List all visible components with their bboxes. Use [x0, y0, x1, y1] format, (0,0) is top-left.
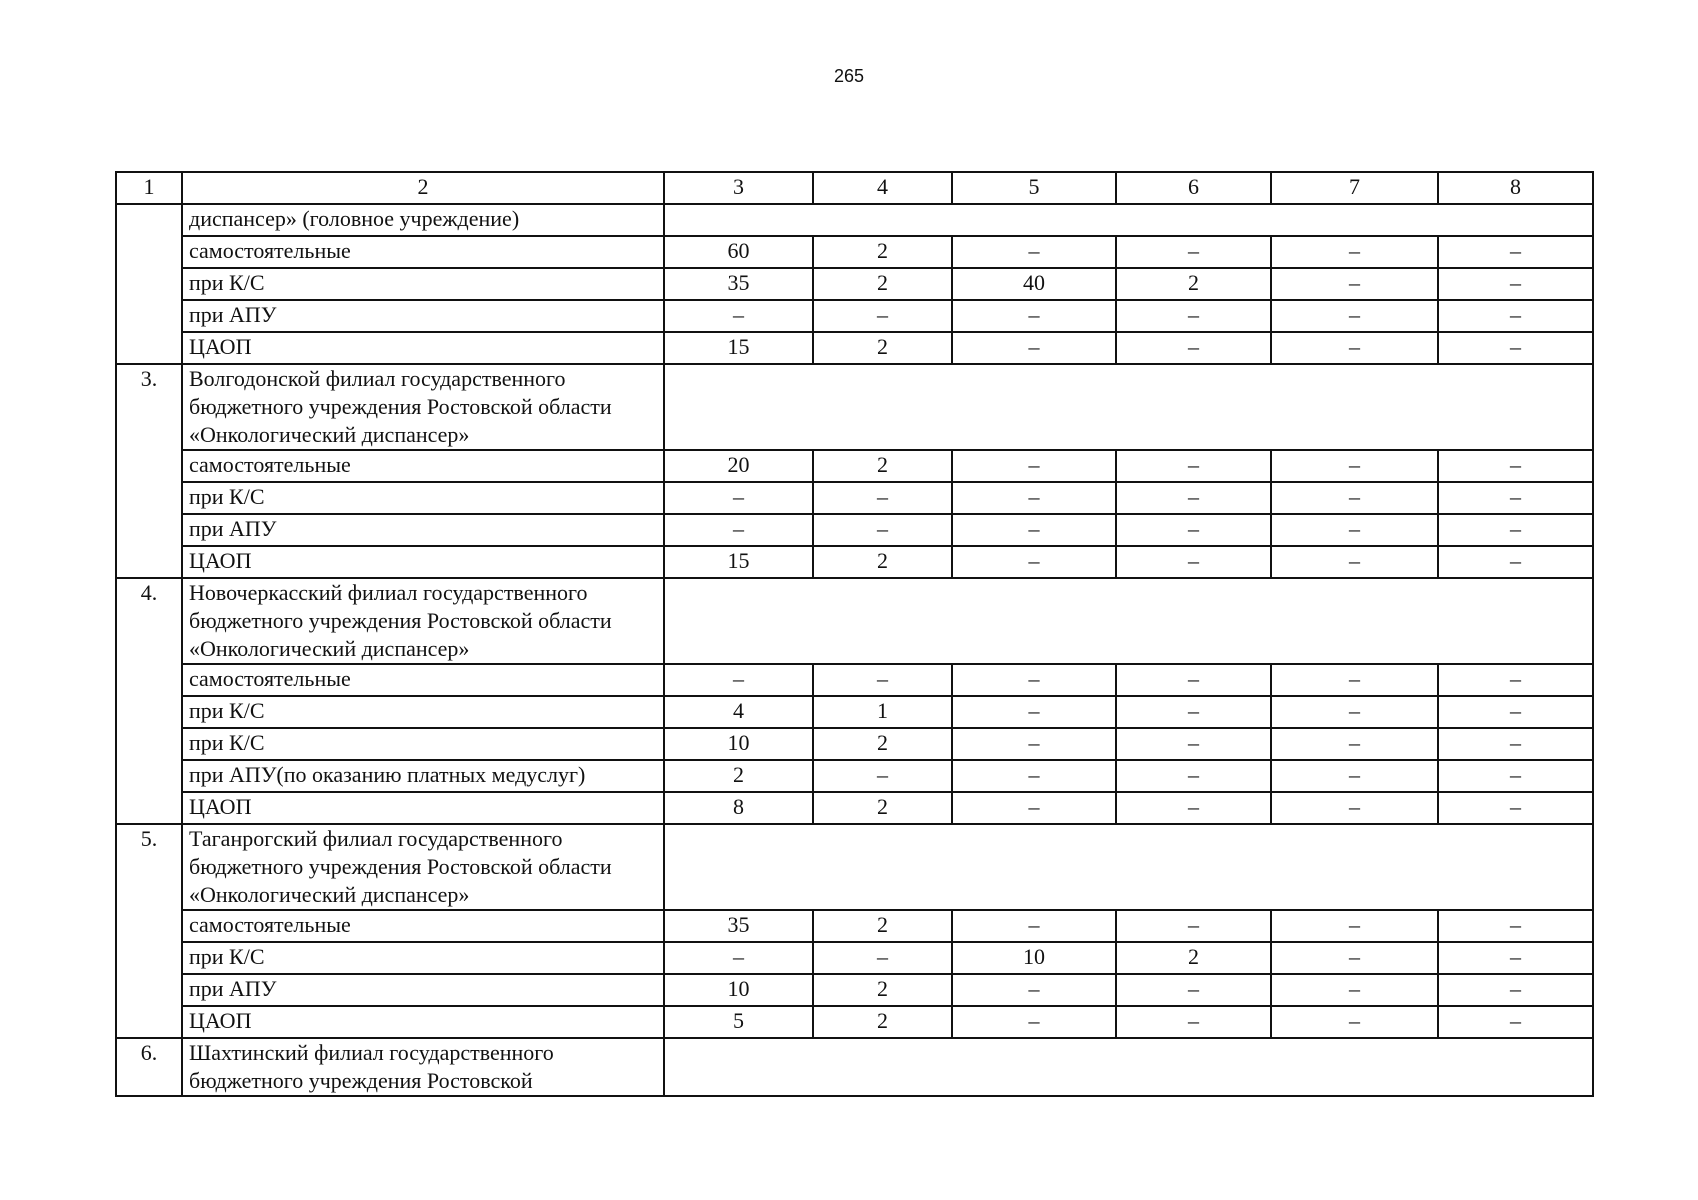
- institution-name: диспансер» (головное учреждение): [182, 204, 664, 236]
- value-cell: –: [1116, 450, 1271, 482]
- row-label: при К/С: [182, 268, 664, 300]
- value-cell: 40: [952, 268, 1116, 300]
- table-row: [116, 974, 1593, 1006]
- section-title-row: [116, 364, 1593, 450]
- value-cell: –: [1271, 514, 1438, 546]
- row-label: при К/С: [182, 482, 664, 514]
- value-cell: –: [1271, 236, 1438, 268]
- row-label: самостоятельные: [182, 236, 664, 268]
- value-cell: –: [1438, 974, 1593, 1006]
- column-header: 4: [813, 172, 952, 204]
- value-cell: –: [1271, 792, 1438, 824]
- column-header: 2: [182, 172, 664, 204]
- value-cell: –: [1271, 910, 1438, 942]
- row-label: ЦАОП: [182, 1006, 664, 1038]
- value-cell: 8: [664, 792, 813, 824]
- value-cell: 2: [813, 332, 952, 364]
- value-cell: –: [1271, 450, 1438, 482]
- row-label: при АПУ: [182, 514, 664, 546]
- value-cell: –: [1271, 332, 1438, 364]
- value-cell: –: [952, 482, 1116, 514]
- table-row: [116, 236, 1593, 268]
- value-cell: –: [1438, 664, 1593, 696]
- value-cell: –: [1116, 974, 1271, 1006]
- value-cell: –: [813, 514, 952, 546]
- column-header: 1: [116, 172, 182, 204]
- page-number: 265: [833, 66, 865, 86]
- value-cell: 10: [664, 728, 813, 760]
- value-cell: 1: [813, 696, 952, 728]
- value-cell: –: [1271, 696, 1438, 728]
- value-cell: –: [1438, 450, 1593, 482]
- table-row: [116, 514, 1593, 546]
- value-cell: –: [952, 664, 1116, 696]
- row-label: самостоятельные: [182, 450, 664, 482]
- value-cell: –: [1116, 760, 1271, 792]
- value-cell: –: [1438, 1006, 1593, 1038]
- value-cell: 15: [664, 546, 813, 578]
- value-cell: –: [664, 300, 813, 332]
- value-cell: –: [1271, 1006, 1438, 1038]
- value-cell: –: [1116, 332, 1271, 364]
- value-cell: –: [952, 236, 1116, 268]
- table-row: [116, 910, 1593, 942]
- value-cell: 2: [813, 236, 952, 268]
- table-row: [116, 728, 1593, 760]
- row-label: ЦАОП: [182, 332, 664, 364]
- value-cell: 2: [1116, 268, 1271, 300]
- row-label: ЦАОП: [182, 546, 664, 578]
- row-label: ЦАОП: [182, 792, 664, 824]
- value-cell: 4: [664, 696, 813, 728]
- row-index: 5.: [116, 824, 182, 1038]
- value-cell: –: [1116, 728, 1271, 760]
- value-cell: 2: [813, 1006, 952, 1038]
- value-cell: –: [952, 760, 1116, 792]
- value-cell: –: [1438, 546, 1593, 578]
- value-cell: –: [1271, 942, 1438, 974]
- institution-name: Новочеркасский филиал государственного бюджетного учреждения Ростовской области «Онкологический диспансер»: [182, 578, 664, 664]
- value-cell: –: [1271, 728, 1438, 760]
- row-label: при К/С: [182, 942, 664, 974]
- table-row: [116, 300, 1593, 332]
- value-cell: –: [952, 728, 1116, 760]
- column-header: 7: [1271, 172, 1438, 204]
- value-cell: –: [1116, 910, 1271, 942]
- table-row: [116, 268, 1593, 300]
- value-cell: –: [1438, 792, 1593, 824]
- value-cell: –: [952, 792, 1116, 824]
- value-cell: –: [1438, 910, 1593, 942]
- table-row: [116, 792, 1593, 824]
- value-cell: –: [952, 696, 1116, 728]
- value-cell: –: [1116, 482, 1271, 514]
- value-cell: –: [1271, 300, 1438, 332]
- value-cell: 2: [813, 728, 952, 760]
- value-cell: –: [952, 332, 1116, 364]
- table-row: [116, 1006, 1593, 1038]
- value-cell: –: [952, 514, 1116, 546]
- value-cell: –: [1438, 942, 1593, 974]
- value-cell: 35: [664, 910, 813, 942]
- table-row: [116, 696, 1593, 728]
- row-index: 3.: [116, 364, 182, 578]
- value-cell: –: [813, 760, 952, 792]
- value-cell: 60: [664, 236, 813, 268]
- value-cell: –: [1438, 332, 1593, 364]
- empty-merged-cell: [664, 578, 1593, 664]
- value-cell: –: [1438, 236, 1593, 268]
- table-row: [116, 546, 1593, 578]
- value-cell: –: [813, 664, 952, 696]
- header-row: [116, 172, 1593, 204]
- section-title-row: [116, 1038, 1593, 1096]
- value-cell: –: [952, 1006, 1116, 1038]
- value-cell: –: [1438, 514, 1593, 546]
- table-row: [116, 942, 1593, 974]
- section-title-row: [116, 578, 1593, 664]
- empty-merged-cell: [664, 824, 1593, 910]
- section-title-row: [116, 824, 1593, 910]
- empty-merged-cell: [664, 364, 1593, 450]
- row-label: при АПУ(по оказанию платных медуслуг): [182, 760, 664, 792]
- value-cell: 2: [1116, 942, 1271, 974]
- value-cell: –: [952, 300, 1116, 332]
- value-cell: –: [1116, 664, 1271, 696]
- value-cell: –: [1438, 728, 1593, 760]
- value-cell: –: [952, 546, 1116, 578]
- value-cell: 10: [664, 974, 813, 1006]
- value-cell: –: [1116, 300, 1271, 332]
- value-cell: –: [664, 514, 813, 546]
- value-cell: –: [952, 450, 1116, 482]
- data-table: [115, 171, 1594, 1097]
- value-cell: –: [664, 942, 813, 974]
- value-cell: –: [1116, 236, 1271, 268]
- row-index: 6.: [116, 1038, 182, 1096]
- value-cell: –: [813, 482, 952, 514]
- row-label: при АПУ: [182, 300, 664, 332]
- row-label: при К/С: [182, 728, 664, 760]
- value-cell: –: [1116, 792, 1271, 824]
- value-cell: 2: [813, 450, 952, 482]
- row-label: самостоятельные: [182, 910, 664, 942]
- value-cell: –: [1271, 482, 1438, 514]
- value-cell: –: [1438, 696, 1593, 728]
- value-cell: 2: [813, 792, 952, 824]
- value-cell: –: [1271, 268, 1438, 300]
- value-cell: –: [952, 910, 1116, 942]
- value-cell: 10: [952, 942, 1116, 974]
- column-header: 5: [952, 172, 1116, 204]
- value-cell: –: [813, 300, 952, 332]
- table-row: [116, 482, 1593, 514]
- value-cell: –: [664, 664, 813, 696]
- value-cell: 20: [664, 450, 813, 482]
- value-cell: –: [1271, 664, 1438, 696]
- value-cell: –: [664, 482, 813, 514]
- row-index: [116, 204, 182, 364]
- value-cell: 2: [813, 268, 952, 300]
- value-cell: 15: [664, 332, 813, 364]
- value-cell: 5: [664, 1006, 813, 1038]
- value-cell: –: [1271, 760, 1438, 792]
- value-cell: 35: [664, 268, 813, 300]
- empty-merged-cell: [664, 204, 1593, 236]
- institution-name: Шахтинский филиал государственного бюджетного учреждения Ростовской: [182, 1038, 664, 1096]
- column-header: 3: [664, 172, 813, 204]
- value-cell: –: [1438, 300, 1593, 332]
- section-title-row: [116, 204, 1593, 236]
- value-cell: –: [1271, 546, 1438, 578]
- table-body: [116, 172, 1593, 1096]
- value-cell: –: [952, 974, 1116, 1006]
- row-label: при АПУ: [182, 974, 664, 1006]
- table-row: [116, 760, 1593, 792]
- institution-name: Волгодонской филиал государственного бюджетного учреждения Ростовской области «Онкологический диспансер»: [182, 364, 664, 450]
- institution-name: Таганрогский филиал государственного бюджетного учреждения Ростовской области «Онкологический диспансер»: [182, 824, 664, 910]
- value-cell: 2: [813, 546, 952, 578]
- value-cell: –: [1438, 268, 1593, 300]
- empty-merged-cell: [664, 1038, 1593, 1096]
- value-cell: 2: [813, 974, 952, 1006]
- table-row: [116, 332, 1593, 364]
- value-cell: –: [1116, 1006, 1271, 1038]
- table-row: [116, 450, 1593, 482]
- value-cell: –: [1116, 514, 1271, 546]
- value-cell: –: [1271, 974, 1438, 1006]
- value-cell: –: [1116, 696, 1271, 728]
- value-cell: –: [1116, 546, 1271, 578]
- column-header: 6: [1116, 172, 1271, 204]
- value-cell: –: [813, 942, 952, 974]
- column-header: 8: [1438, 172, 1593, 204]
- row-label: при К/С: [182, 696, 664, 728]
- row-label: самостоятельные: [182, 664, 664, 696]
- table-row: [116, 664, 1593, 696]
- value-cell: 2: [813, 910, 952, 942]
- row-index: 4.: [116, 578, 182, 824]
- value-cell: –: [1438, 760, 1593, 792]
- value-cell: –: [1438, 482, 1593, 514]
- value-cell: 2: [664, 760, 813, 792]
